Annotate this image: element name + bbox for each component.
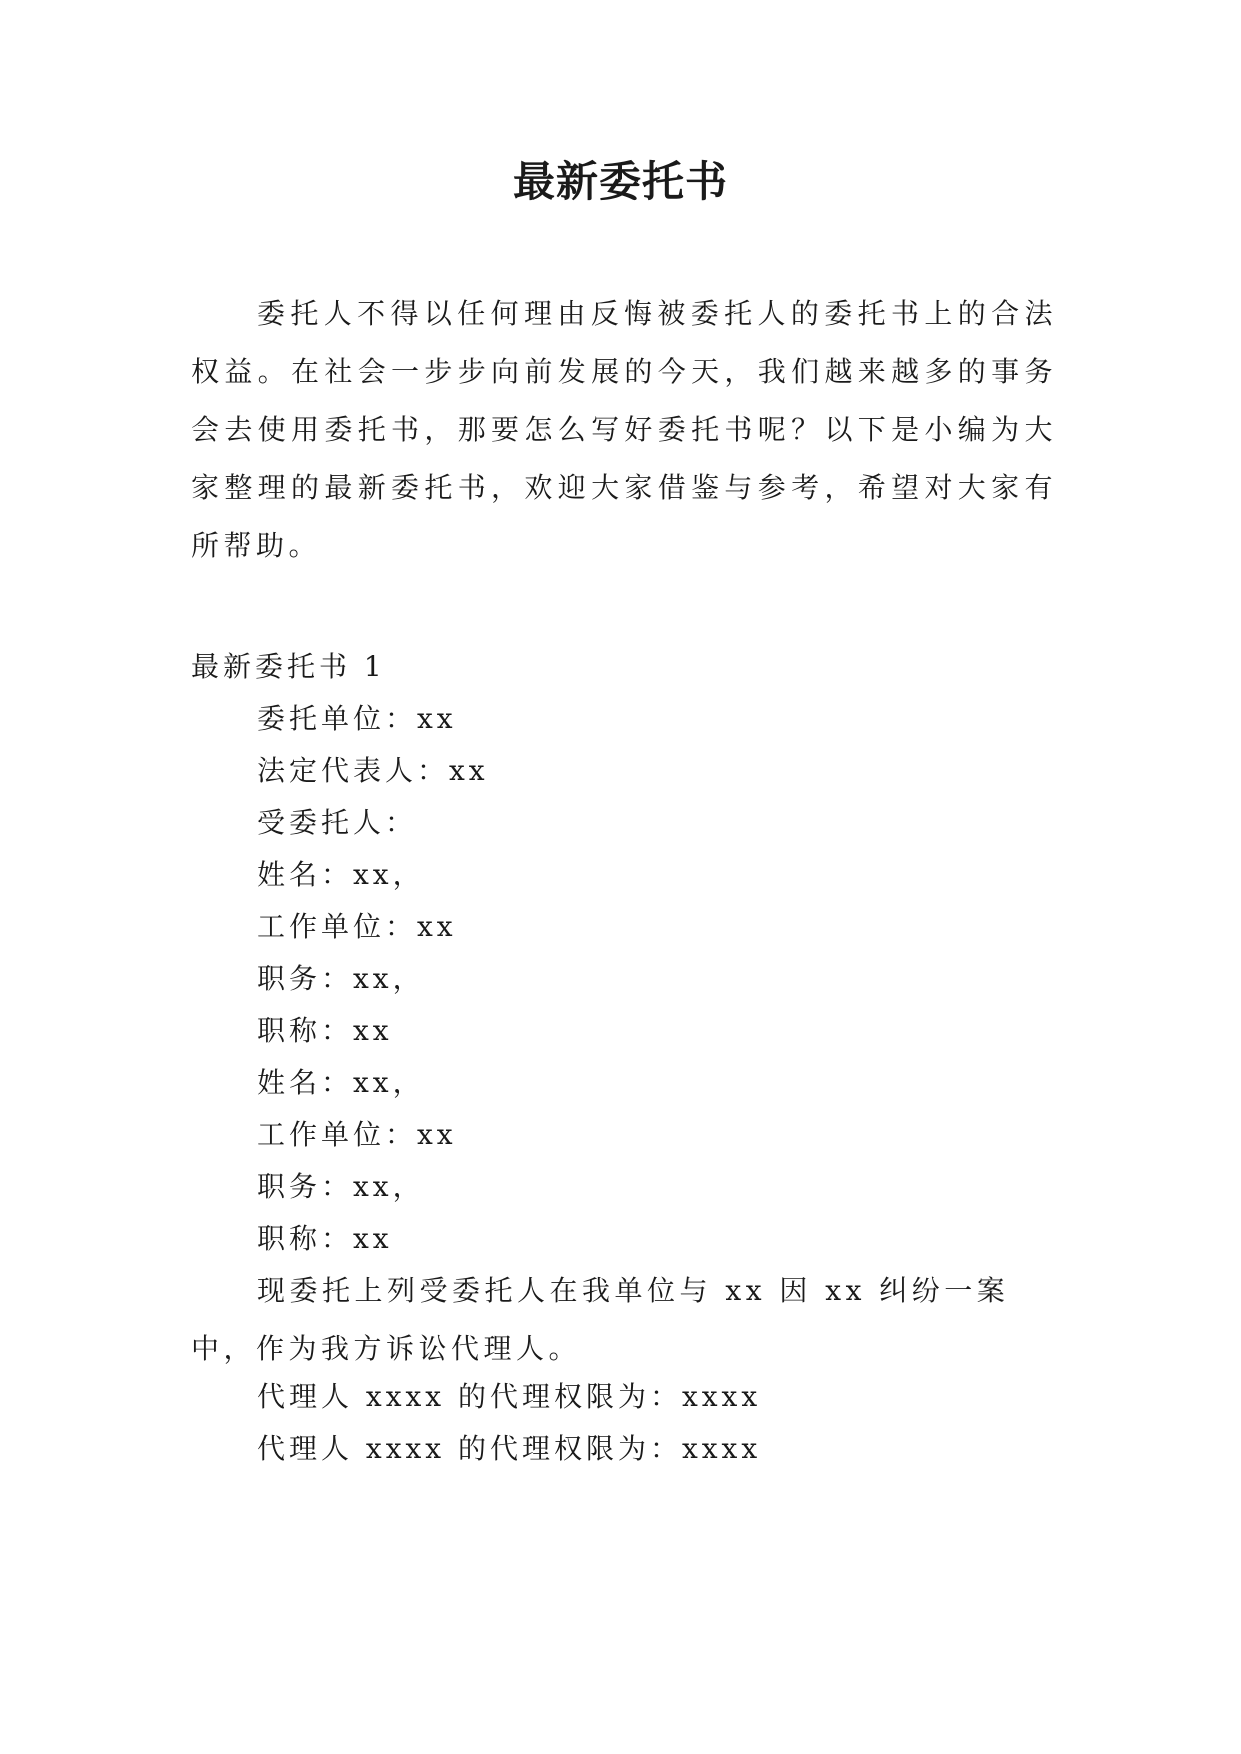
field-work-unit-1: 工作单位：xx — [257, 910, 457, 943]
field-title-2: 职称：xx — [257, 1222, 393, 1255]
field-legal-representative: 法定代表人：xx — [257, 754, 489, 787]
field-entrusting-unit: 委托单位：xx — [257, 702, 457, 735]
field-position-1: 职务：xx， — [257, 962, 425, 995]
intro-paragraph: 委托人不得以任何理由反悔被委托人的委托书上的合法权益。在社会一步步向前发展的今天，我们越来越多的事务会去使用委托书，那要怎么写好委托书呢？以下是小编为大家整理的最新委托书，欢迎大家借鉴与参考，希望对大家有所帮助。 — [191, 297, 1057, 562]
field-entrustee: 受委托人： — [257, 806, 418, 839]
agent-authority-line-2: 代理人 xxxx 的代理权限为：xxxx — [257, 1432, 762, 1465]
field-work-unit-2: 工作单位：xx — [257, 1118, 457, 1151]
field-name-1: 姓名：xx， — [257, 858, 425, 891]
document-title: 最新委托书 — [512, 157, 728, 206]
agent-authority-line-1: 代理人 xxxx 的代理权限为：xxxx — [257, 1380, 762, 1413]
section-heading: 最新委托书 1 — [191, 650, 386, 683]
field-name-2: 姓名：xx， — [257, 1066, 425, 1099]
field-title-1: 职称：xx — [257, 1014, 393, 1047]
entrust-paragraph: 现委托上列受委托人在我单位与 xx 因 xx 纠纷一案中，作为我方诉讼代理人。 — [191, 1274, 1010, 1365]
field-position-2: 职务：xx， — [257, 1170, 425, 1203]
